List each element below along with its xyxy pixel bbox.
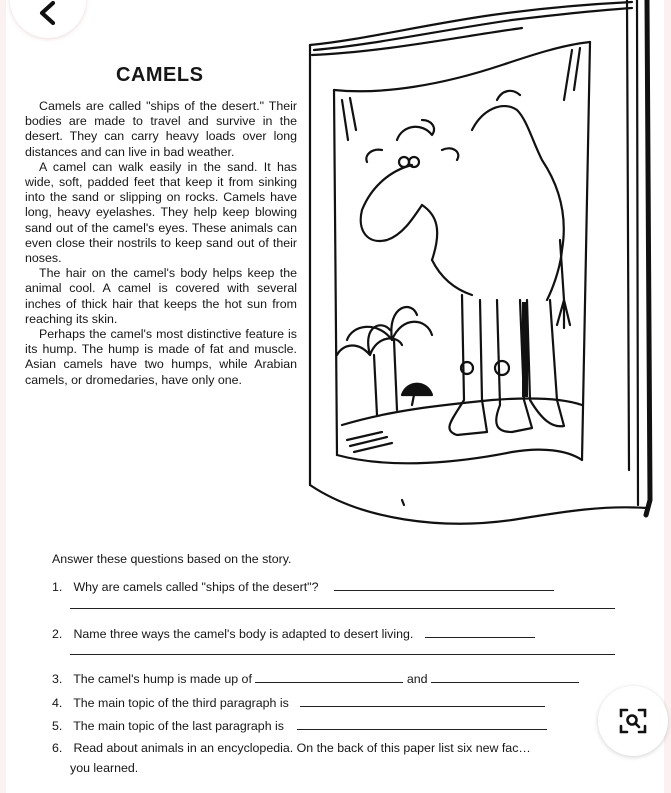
question-text-and: and	[406, 672, 428, 686]
paragraph-3: The hair on the camel's body helps keep the animal cool. A camel is covered with several inches of thick hair that keeps the hot sun from reaching its skin.	[25, 266, 297, 326]
question-1	[52, 579, 554, 595]
answer-blank-1a[interactable]	[334, 579, 554, 591]
question-number: 1.	[52, 580, 63, 594]
question-text: The camel's hump is made up of	[73, 672, 252, 686]
questions-intro: Answer these questions based on the story.	[52, 552, 292, 566]
answer-blank-2a[interactable]	[425, 626, 535, 638]
answer-blank-5[interactable]	[297, 718, 547, 730]
camel-book-illustration	[302, 0, 662, 535]
lens-search-icon	[618, 706, 648, 736]
question-6	[52, 741, 531, 756]
worksheet-image	[6, 0, 664, 793]
question-number: 5.	[52, 719, 63, 733]
question-3	[52, 671, 579, 687]
story-text	[25, 99, 297, 388]
question-text: Why are camels called "ships of the desert"?	[73, 580, 319, 594]
paragraph-4: Perhaps the camel's most distinctive feature is its hump. The hump is made of fat and muscle. Asian camels have two humps, while Arabian camels, or dromedaries, have only one.	[25, 327, 297, 387]
question-text: Name three ways the camel's body is adapted to desert living.	[73, 627, 414, 641]
question-number: 4.	[52, 696, 63, 710]
question-number: 6.	[52, 741, 63, 755]
paragraph-1: Camels are called "ships of the desert." Their bodies are made to travel and survive in the desert. They can carry heavy loads over long distances and can live in bad weather.	[25, 99, 297, 159]
answer-blank-2b[interactable]	[70, 654, 615, 655]
question-number: 2.	[52, 627, 63, 641]
worksheet-title: CAMELS	[116, 64, 204, 86]
question-5	[52, 718, 547, 734]
question-6-continued: you learned.	[70, 761, 139, 775]
chevron-left-icon	[37, 0, 59, 26]
question-4	[52, 695, 545, 711]
question-number: 3.	[52, 672, 63, 686]
answer-blank-3b[interactable]	[431, 671, 579, 683]
paragraph-2: A camel can walk easily in the sand. It has wide, soft, padded feet that keep it from sinking into the sand or slipping on rocks. Camels have long, heavy eyelashes. They help keep blowing sand out of the camel's eyes. These animals can even close their nostrils to keep sand out of their noses.	[25, 159, 297, 266]
question-text: The main topic of the last paragraph is	[73, 719, 284, 733]
question-text: The main topic of the third paragraph is	[73, 696, 289, 710]
lens-search-button[interactable]	[598, 686, 668, 756]
question-text: Read about animals in an encyclopedia. On the back of this paper list six new fac…	[73, 741, 531, 755]
question-2	[52, 626, 535, 642]
answer-blank-4[interactable]	[300, 695, 545, 707]
answer-blank-3a[interactable]	[255, 671, 403, 683]
answer-blank-1b[interactable]	[70, 608, 615, 609]
